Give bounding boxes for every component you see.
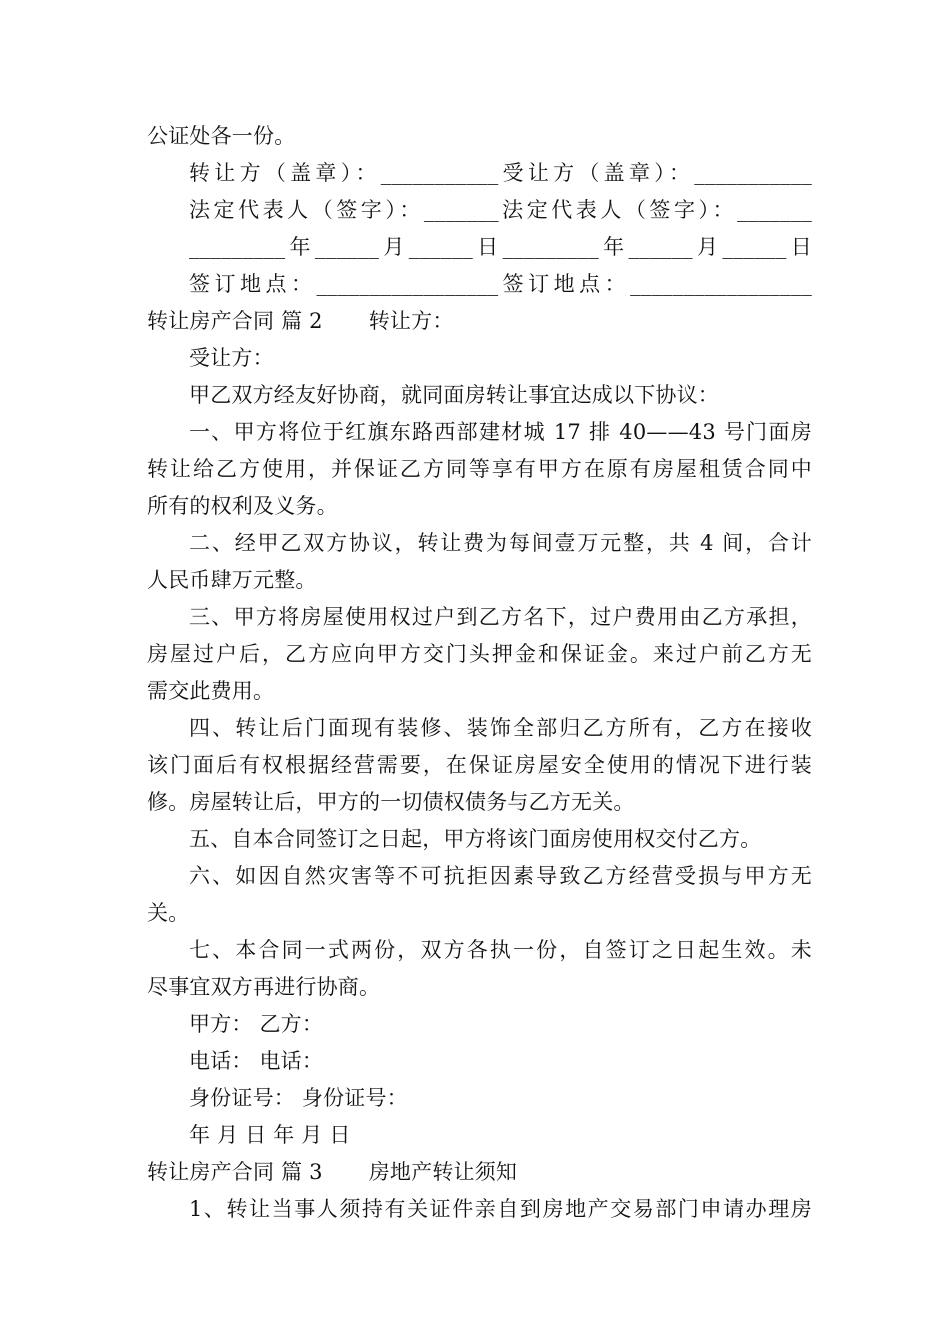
paragraph-line: 四、转让后门面现有装修、装饰全部归乙方所有，乙方在接收 bbox=[189, 716, 812, 740]
paragraph-line: 该门面后有权根据经营需要，在保证房屋安全使用的情况下进行装 bbox=[147, 753, 812, 777]
text-line: 甲乙双方经友好协商，就同面房转让事宜达成以下协议： bbox=[189, 383, 719, 407]
text-line: 受让方： bbox=[189, 346, 274, 370]
paragraph-line: 1、转让当事人须持有关证件亲自到房地产交易部门申请办理房 bbox=[189, 1197, 812, 1221]
paragraph-line: 房屋过户后，乙方应向甲方交门头押金和保证金。来过户前乙方无 bbox=[147, 642, 812, 666]
signature-line: 转让方（盖章）：___________受让方（盖章）：___________ bbox=[189, 161, 812, 185]
paragraph-line: 转让给乙方使用，并保证乙方同等享有甲方在原有房屋租赁合同中 bbox=[147, 457, 812, 481]
signature-line: 法定代表人（签字）：_______法定代表人（签字）：_______ bbox=[189, 198, 812, 222]
paragraph-line: 一、甲方将位于红旗东路西部建材城 17 排 40——43 号门面房 bbox=[189, 420, 812, 444]
section-title: 转让房产合同 篇 3 bbox=[147, 1160, 323, 1184]
text-line: 公证处各一份。 bbox=[147, 124, 296, 148]
section-title: 转让房产合同 篇 2 bbox=[147, 309, 323, 333]
section-subtitle: 房地产转让须知 bbox=[368, 1160, 518, 1184]
paragraph-line: 尽事宜双方再进行协商。 bbox=[147, 975, 381, 999]
paragraph-line: 需交此费用。 bbox=[147, 679, 275, 703]
party-line: 甲方： 乙方： bbox=[189, 1012, 324, 1036]
paragraph-line: 五、自本合同签订之日起，甲方将该门面房使用权交付乙方。 bbox=[189, 827, 762, 851]
paragraph-line: 三、甲方将房屋使用权过户到乙方名下，过户费用由乙方承担， bbox=[189, 605, 812, 629]
paragraph-line: 六、如因自然灾害等不可抗拒因素导致乙方经营受损与甲方无 bbox=[189, 864, 812, 888]
paragraph-line: 所有的权利及义务。 bbox=[147, 494, 338, 518]
section-heading-2 bbox=[147, 303, 812, 340]
section-heading-3 bbox=[147, 1154, 812, 1191]
date-line: _________年______月______日_________年______月______日 bbox=[189, 235, 812, 259]
date-line: 年 月 日 年 月 日 bbox=[189, 1123, 351, 1147]
paragraph-line: 七、本合同一式两份，双方各执一份，自签订之日起生效。未 bbox=[189, 938, 812, 962]
phone-line: 电话： 电话： bbox=[189, 1049, 324, 1073]
paragraph-line: 修。房屋转让后，甲方的一切债权债务与乙方无关。 bbox=[147, 790, 635, 814]
paragraph-line: 二、经甲乙双方协议，转让费为每间壹万元整，共 4 间，合计 bbox=[189, 531, 812, 555]
paragraph-line: 关。 bbox=[147, 901, 190, 925]
signature-line: 签订地点：_________________签订地点：_________________ bbox=[189, 272, 812, 296]
id-number-line: 身份证号： 身份证号： bbox=[189, 1086, 408, 1110]
section-subtitle: 转让方： bbox=[368, 309, 454, 333]
paragraph-line: 人民币肆万元整。 bbox=[147, 568, 317, 592]
